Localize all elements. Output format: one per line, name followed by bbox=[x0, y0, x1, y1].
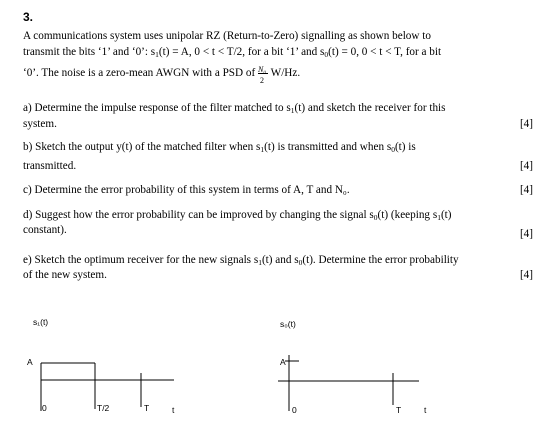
part-b-mark: [4] bbox=[519, 160, 533, 172]
figure-s1-axis-label: t bbox=[172, 405, 175, 415]
part-c-line: c) Determine the error probability of this system in terms of A, T and N₀. bbox=[23, 184, 350, 196]
figure-s1-title: s₁(t) bbox=[33, 317, 49, 327]
part-e-mark: [4] bbox=[519, 269, 533, 281]
figure-s1-origin-label: 0 bbox=[42, 403, 47, 413]
intro-line-3: ‘0’. The noise is a zero-mean AWGN with a PSD of $\frac{\text{N₀}}{2}$ W/Hz. bbox=[23, 65, 301, 85]
part-a-line-2: system. bbox=[23, 118, 57, 130]
figure-s1-half-label: T/2 bbox=[97, 403, 110, 413]
part-d-line-1: d) Suggest how the error probability can be improved by changing the signal $s_0(t)$ (keeping $s_1(t)$ bbox=[23, 209, 452, 222]
figure-s0-amp-label: A bbox=[280, 357, 286, 367]
part-e-line-1: e) Sketch the optimum receiver for the new signals $s_1(t)$ and $s_0(t)$. Determine the error probability bbox=[23, 254, 459, 267]
figure-s0 bbox=[265, 305, 465, 420]
part-a-mark: [4] bbox=[519, 118, 533, 130]
part-d-mark: [4] bbox=[519, 228, 533, 240]
figure-s0-origin-label: 0 bbox=[292, 405, 297, 415]
part-c-mark: [4] bbox=[519, 184, 533, 196]
question-number: 3. bbox=[23, 10, 34, 24]
part-d-line-2: constant). bbox=[23, 224, 67, 236]
intro-line-2: transmit the bits ‘1’ and ‘0’: $s_1(t) = A$, 0 < t < T/2, for a bit ‘1’ and $s_0(t) = 0$, 0 < t < T, for a bit bbox=[23, 46, 442, 59]
figure-s1-t-label: T bbox=[144, 403, 150, 413]
part-b-line-2: transmitted. bbox=[23, 160, 77, 172]
figure-s0-axis-label: t bbox=[424, 405, 427, 415]
part-e-line-2: of the new system. bbox=[23, 269, 107, 281]
figure-s0-title: s₀(t) bbox=[280, 319, 296, 329]
part-a-line-1: a) Determine the impulse response of the filter matched to $s_1(t)$ and sketch the receiver for this bbox=[23, 102, 446, 115]
figure-s1-amp-label: A bbox=[27, 357, 33, 367]
part-b-line-1: b) Sketch the output y(t) of the matched filter when $s_1(t)$ is transmitted and when $s_0(t)$ is bbox=[23, 141, 416, 154]
figure-s1 bbox=[20, 305, 220, 420]
intro-line-1: A communications system uses unipolar RZ (Return-to-Zero) signalling as shown below to bbox=[23, 30, 431, 42]
psd-fraction: $\frac{\text{N₀}}{2}$ bbox=[258, 65, 267, 85]
figure-s0-t-label: T bbox=[396, 405, 402, 415]
